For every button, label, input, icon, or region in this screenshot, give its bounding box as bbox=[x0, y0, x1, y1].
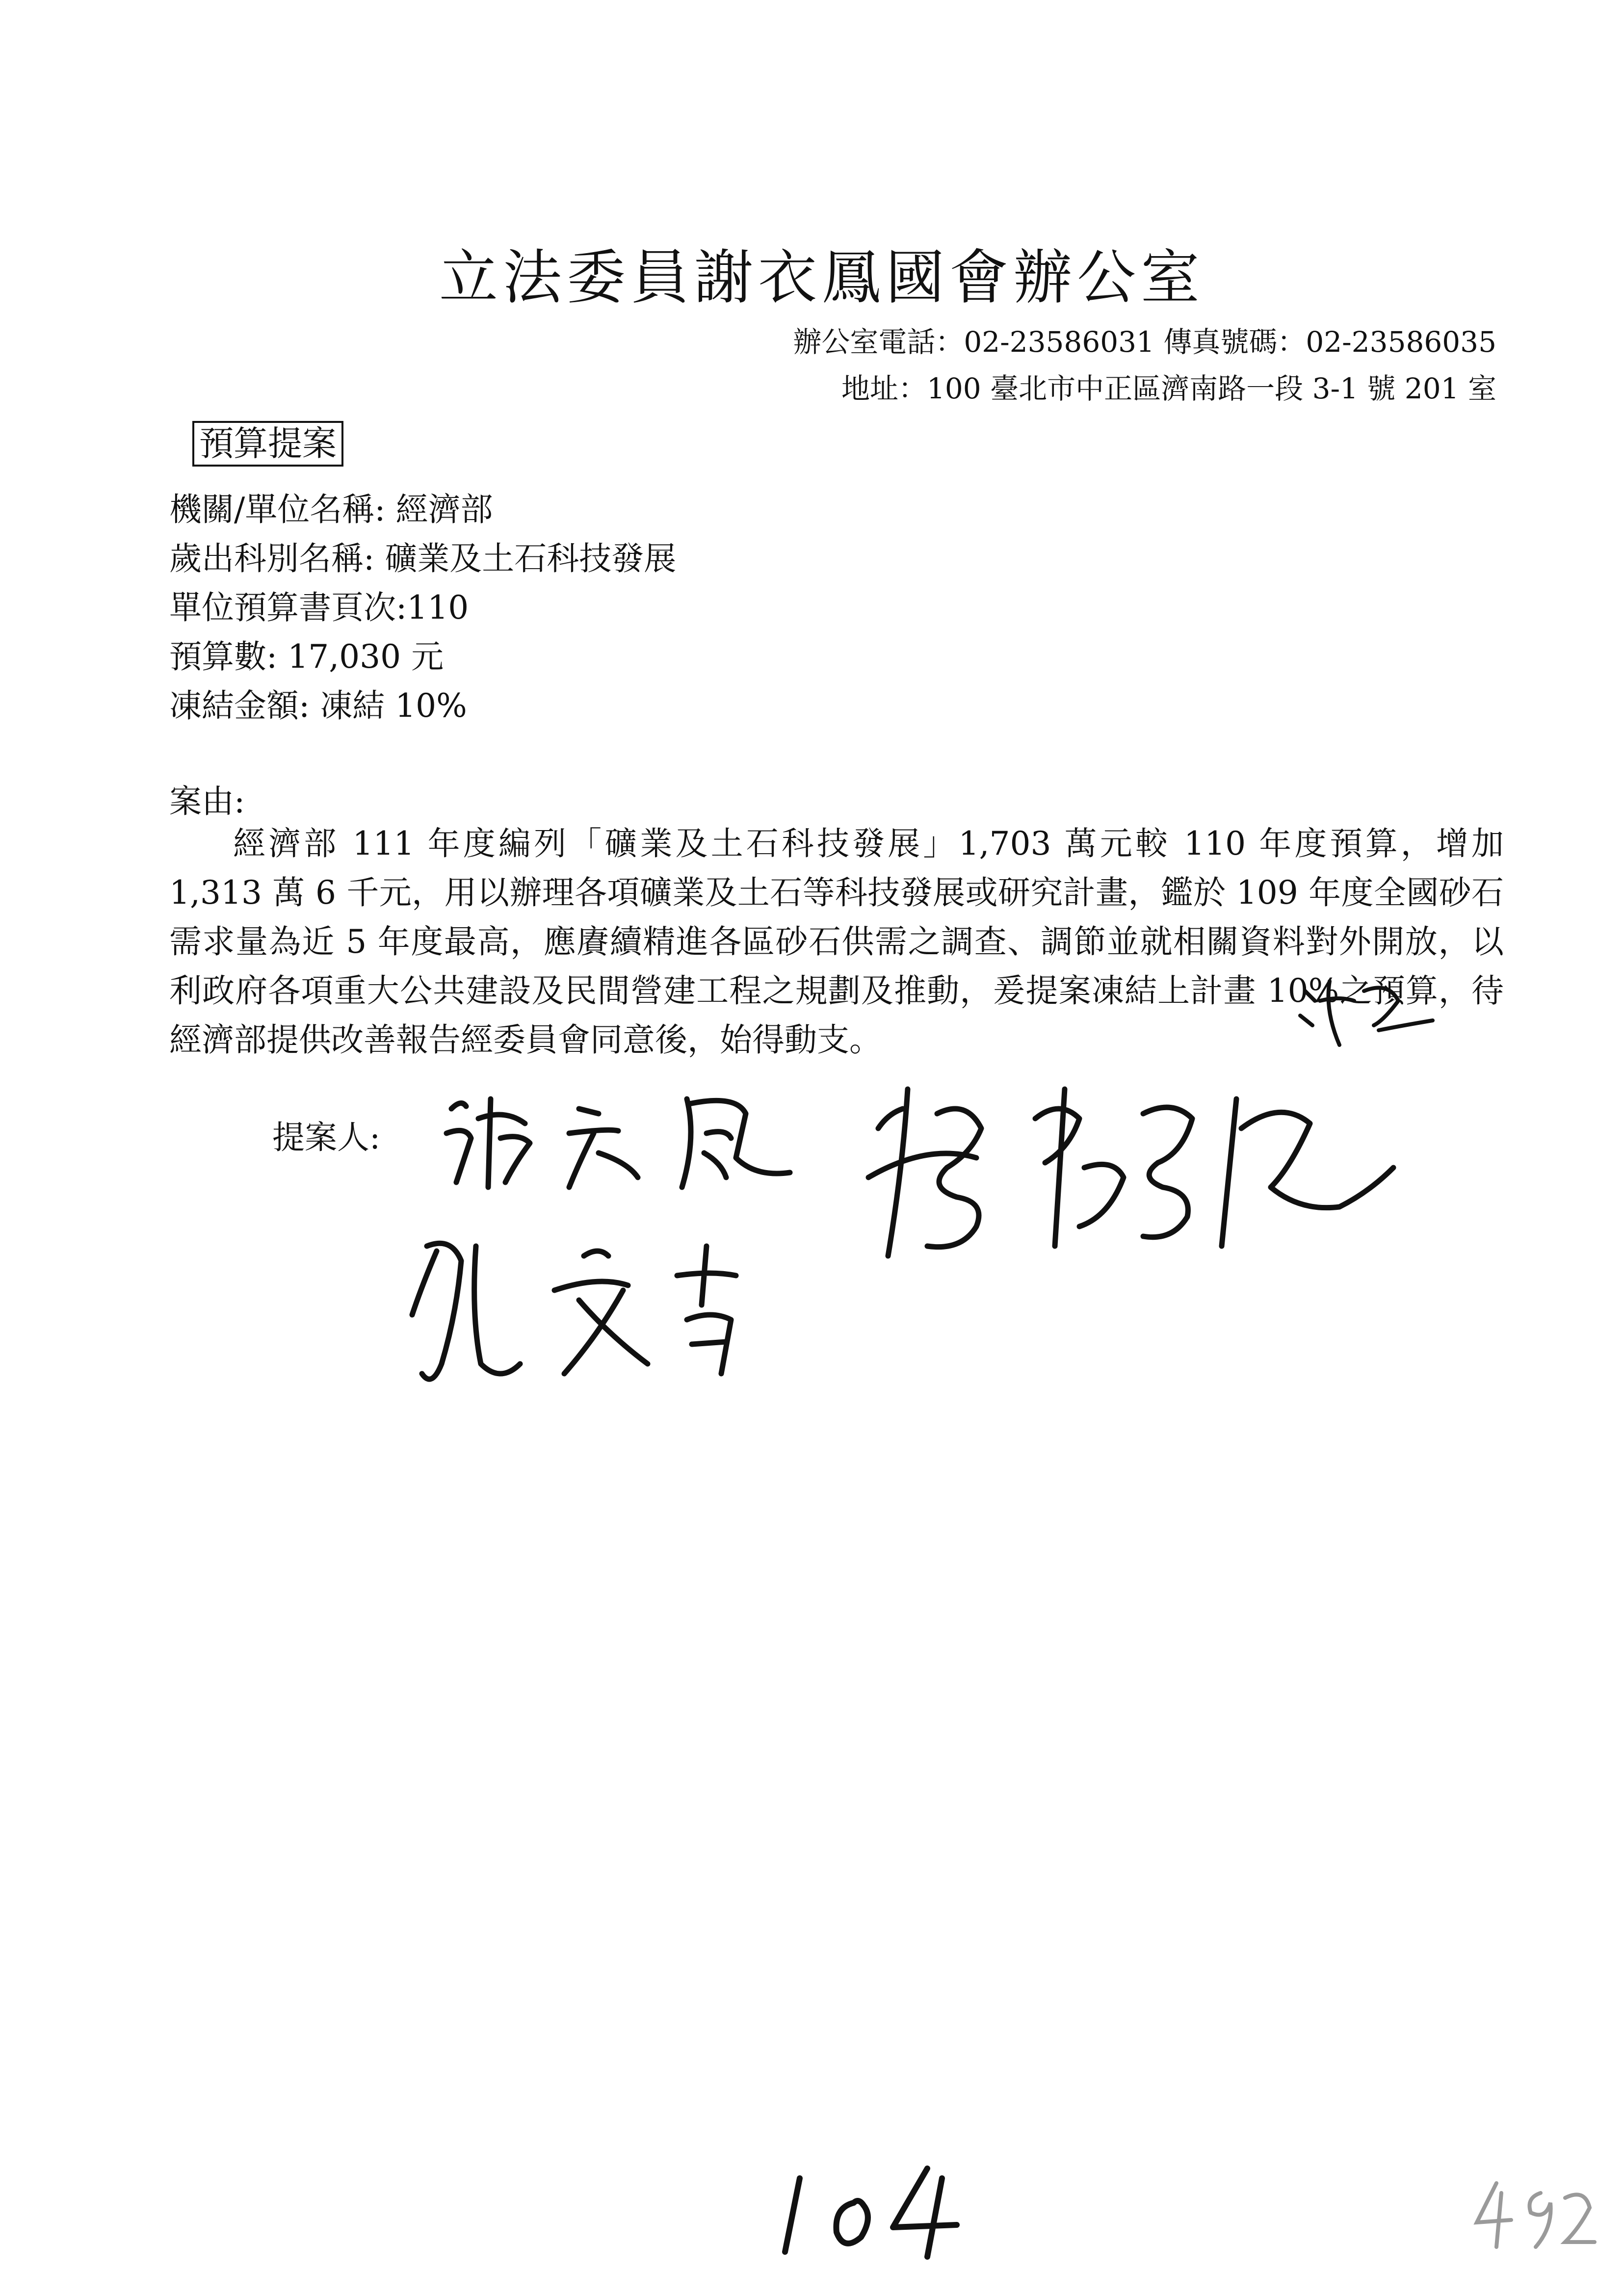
case-label: 案由: bbox=[169, 783, 245, 820]
handwritten-correction bbox=[1295, 971, 1442, 1060]
signature-2 bbox=[849, 1070, 1398, 1295]
field-freeze-amount: 凍結金額: 凍結 10% bbox=[169, 687, 467, 725]
office-address: 地址：100 臺北市中正區濟南路一段 3-1 號 201 室 bbox=[841, 372, 1496, 405]
field-budget-page: 單位預算書頁次:110 bbox=[169, 589, 469, 626]
field-expenditure-category: 歲出科別名稱: 礦業及土石科技發展 bbox=[169, 540, 677, 577]
proposer-label: 提案人: bbox=[272, 1119, 381, 1156]
field-budget-amount: 預算數: 17,030 元 bbox=[169, 638, 444, 676]
signature-3 bbox=[393, 1217, 785, 1403]
proposal-type-tag: 預算提案 bbox=[192, 421, 343, 467]
handwritten-page-number bbox=[756, 2159, 991, 2262]
office-phone-fax: 辦公室電話：02-23586031 傳真號碼：02-23586035 bbox=[793, 325, 1496, 359]
case-body: 經濟部 111 年度編列「礦業及土石科技發展」1,703 萬元較 110 年度預算，增加 1,313 萬 6 千元，用以辦理各項礦業及土石等科技發展或研究計畫，鑑於 109 年度全國砂石需求量為近 5 年度最高，應賡續精進各區砂石供需之調查、調節並就相關資料對外開放，以利政府各項重大公共建設及民間營建工程之規劃及推動，爰提案凍結上計畫 10%之預算，待經濟部提供改善報告經委員會同意後，始得動支。 bbox=[169, 825, 1504, 1059]
office-title: 立法委員謝衣鳳國會辦公室 bbox=[439, 244, 1205, 312]
pencil-corner-number bbox=[1467, 2173, 1599, 2252]
field-agency: 機關/單位名稱: 經濟部 bbox=[169, 491, 493, 528]
signature-1 bbox=[432, 1079, 805, 1207]
